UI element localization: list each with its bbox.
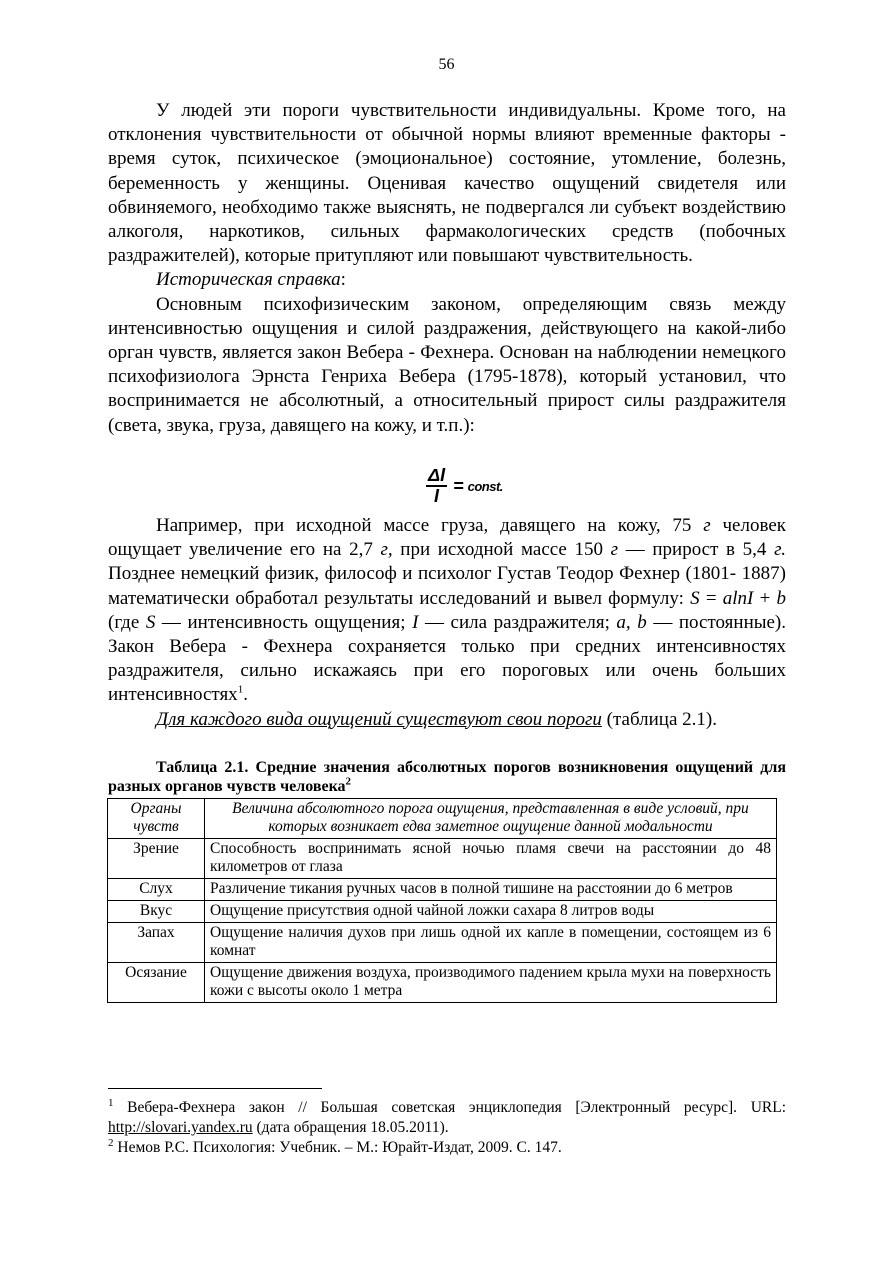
text-run: Позднее немецкий физик, философ и психолог Густав Теодор Фехнер (1801- 1887) математически обработал результаты исследований и вывел формулу: [108, 563, 786, 609]
page-number: 56 [438, 56, 455, 73]
table-caption [108, 758, 786, 796]
historical-heading-text: Историческая справка [156, 269, 341, 291]
table-ref: (таблица 2.1). [601, 708, 717, 730]
table-row [108, 879, 777, 901]
text-run: Например, при исходной массе груза, давящего на кожу, 75 [156, 515, 704, 536]
historical-heading [108, 268, 786, 292]
footnotes [108, 1098, 786, 1158]
table-row [108, 923, 777, 963]
formula-var: b [776, 587, 786, 609]
footnote-text: (дата обращения 18.05.2011). [252, 1119, 449, 1136]
text-block-lower [108, 514, 786, 732]
unit-gram: г [610, 539, 619, 561]
historical-heading-colon: : [340, 269, 346, 291]
formula-fraction [426, 466, 447, 506]
paragraph-thresholds-table-ref [108, 708, 786, 732]
unit-gram: г [703, 515, 711, 536]
unit-gram: г. [774, 539, 786, 561]
text-run: при исходной массе 150 [392, 539, 611, 561]
table-header-row [108, 799, 777, 839]
footnote-2 [108, 1138, 786, 1158]
paragraph-weber-law: Основным психофизическим законом, определяющим связь между интенсивностью ощущения и силой раздражения, действующего на какой-либо орган чувств, является закон Вебера - Фехнера. Основан на наблюдении немецкого психофизиолога Эрнста Генриха Вебера (1795-1878), который установил, что воспринимается не абсолютный, а относительный прирост силы раздражителя (света, звука, груза, давящего на кожу, и т.п.): [108, 293, 786, 436]
footnote-mark: 1 [108, 1096, 114, 1109]
text-run: — постоянные). Закон Вебера - Фехнера сохраняется только при средних интенсивностях раздражителя, сильно искажаясь при его пороговых или очень больших интенсивностях [108, 611, 787, 706]
footnote-text: Немов Р.С. Психология: Учебник. – М.: Юрайт-Издат, 2009. С. 147. [113, 1139, 562, 1156]
organ-cell: Запах [108, 923, 205, 963]
formula-equals: = [453, 475, 464, 496]
organ-cell: Осязание [108, 963, 205, 1003]
text-run: . [243, 684, 248, 706]
formula-var: S [145, 611, 156, 633]
threshold-cell: Способность воспринимать ясной ночью пламя свечи на расстоянии до 48 километров от глаза [205, 839, 777, 879]
text-run: человек ощущает увеличение его на 2,7 [108, 515, 786, 561]
organ-cell: Слух [108, 879, 205, 901]
formula-var: alnI [722, 587, 754, 609]
formula-const: const. [467, 478, 503, 494]
text-run: = [699, 587, 723, 609]
text-run: + [753, 587, 777, 609]
weber-formula [426, 466, 503, 506]
formula-numerator: ΔI [428, 465, 446, 485]
threshold-cell: Различение тикания ручных часов в полной тишине на расстоянии до 6 метров [205, 879, 777, 901]
table-row [108, 963, 777, 1003]
threshold-cell: Ощущение присутствия одной чайной ложки сахара 8 литров воды [205, 901, 777, 923]
footnote-text: Вебера-Фехнера закон // Большая советская энциклопедия [Электронный ресурс]. URL: [113, 1099, 786, 1116]
table-row [108, 901, 777, 923]
formula-denominator: I [434, 486, 440, 506]
text-run: — интенсивность ощущения; [155, 611, 413, 633]
header-organs: Органы чувств [108, 799, 205, 839]
threshold-cell: Ощущение наличия духов при лишь одной их капле в помещении, состоящем из 6 комнат [205, 923, 777, 963]
threshold-cell: Ощущение движения воздуха, производимого падением крыла мухи на поверхность кожи с высоты около 1 метра [205, 963, 777, 1003]
formula-var: I [412, 611, 419, 633]
footnote-ref-2[interactable]: 2 [345, 775, 352, 788]
underlined-statement: Для каждого вида ощущений существуют свои пороги [156, 708, 602, 730]
header-threshold: Величина абсолютного порога ощущения, представленная в виде условий, при которых возникает едва заметное ощущение данной модальности [205, 799, 777, 839]
footnote-ref-1[interactable]: 1 [237, 684, 244, 697]
text-run: — сила раздражителя; [418, 611, 617, 633]
text-run: (где [108, 611, 146, 633]
footnote-1 [108, 1098, 786, 1138]
footnote-divider [108, 1088, 322, 1089]
unit-gram: г, [380, 539, 393, 561]
table-caption-text: Таблица 2.1. Средние значения абсолютных порогов возникновения ощущений для разных органов чувств человека [108, 759, 786, 795]
thresholds-table [107, 798, 777, 1003]
table-row [108, 839, 777, 879]
paragraph-thresholds: У людей эти пороги чувствительности индивидуальны. Кроме того, на отклонения чувствительности от обычной нормы влияют временные факторы - время суток, психическое (эмоциональное) состояние, утомление, болезнь, беременность у женщины. Оценивая качество ощущений свидетеля или обвиняемого, необходимо также выяснять, не подвергался ли субъект воздействию алкоголя, наркотиков, сильных фармакологических средств (побочных раздражителей), которые притупляют или повышают чувствительность. [108, 100, 786, 267]
formula-var: a, b [616, 611, 647, 633]
text-run: — прирост в 5,4 [618, 539, 775, 561]
paragraph-fechner [108, 514, 786, 708]
organ-cell: Вкус [108, 901, 205, 923]
footnote-mark: 2 [108, 1136, 114, 1149]
organ-cell: Зрение [108, 839, 205, 879]
text-block-upper [108, 99, 786, 438]
formula-var: S [690, 587, 700, 609]
source-link[interactable]: http://slovari.yandex.ru [108, 1119, 253, 1136]
